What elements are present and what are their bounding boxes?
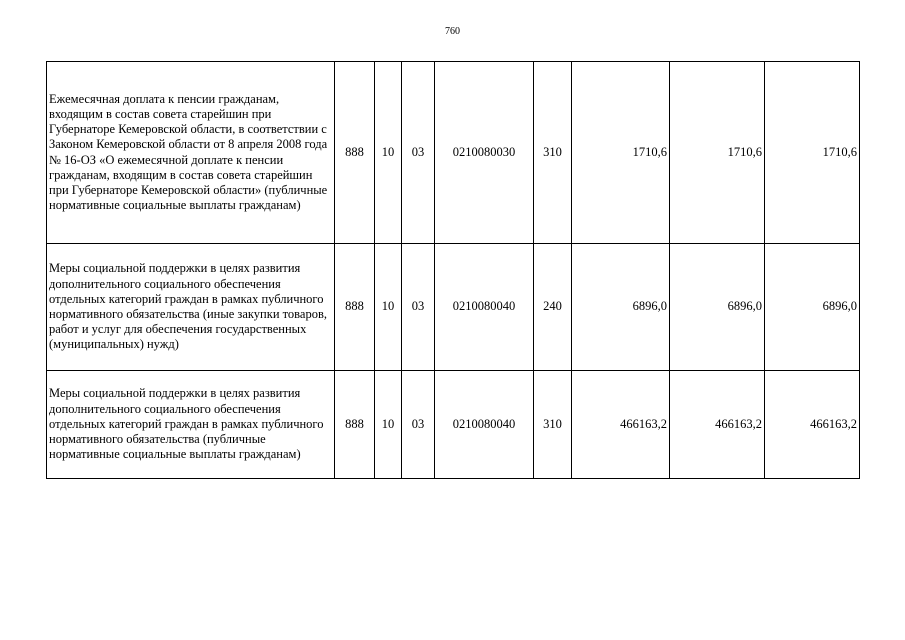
amount-3: 466163,2 (765, 371, 860, 479)
subsection-code: 03 (402, 371, 435, 479)
amount-2: 6896,0 (670, 244, 765, 371)
amount-2: 466163,2 (670, 371, 765, 479)
target-code: 0210080030 (435, 62, 534, 244)
ministry-code: 888 (335, 62, 375, 244)
section-code: 10 (375, 371, 402, 479)
table-row (47, 62, 860, 244)
ministry-code: 888 (335, 244, 375, 371)
row-name: Ежемесячная доплата к пенсии гражданам, входящим в состав совета старейшин при Губернаторе Кемеровской области, в соответствии с Законом Кемеровской области от 8 апреля 2008 года № 16-ОЗ «О ежемесячной доплате к пенсии гражданам, входящим в состав совета старейшин при Губернаторе Кемеровской области» (публичные нормативные социальные выплаты гражданам) (47, 62, 335, 244)
expense-type-code: 310 (534, 371, 572, 479)
ministry-code: 888 (335, 371, 375, 479)
section-code: 10 (375, 62, 402, 244)
amount-1: 6896,0 (572, 244, 670, 371)
budget-table (46, 61, 860, 479)
table-row (47, 244, 860, 371)
expense-type-code: 310 (534, 62, 572, 244)
amount-1: 466163,2 (572, 371, 670, 479)
amount-2: 1710,6 (670, 62, 765, 244)
page-number: 760 (445, 26, 460, 37)
amount-3: 6896,0 (765, 244, 860, 371)
row-name: Меры социальной поддержки в целях развития дополнительного социального обеспечения отдельных категорий граждан в рамках публичного нормативного обязательства (публичные нормативные социальные выплаты гражданам) (47, 371, 335, 479)
expense-type-code: 240 (534, 244, 572, 371)
target-code: 0210080040 (435, 371, 534, 479)
subsection-code: 03 (402, 244, 435, 371)
amount-1: 1710,6 (572, 62, 670, 244)
row-name: Меры социальной поддержки в целях развития дополнительного социального обеспечения отдельных категорий граждан в рамках публичного нормативного обязательства (иные закупки товаров, работ и услуг для обеспечения государственных (муниципальных) нужд) (47, 244, 335, 371)
section-code: 10 (375, 244, 402, 371)
subsection-code: 03 (402, 62, 435, 244)
amount-3: 1710,6 (765, 62, 860, 244)
table-row (47, 371, 860, 479)
target-code: 0210080040 (435, 244, 534, 371)
